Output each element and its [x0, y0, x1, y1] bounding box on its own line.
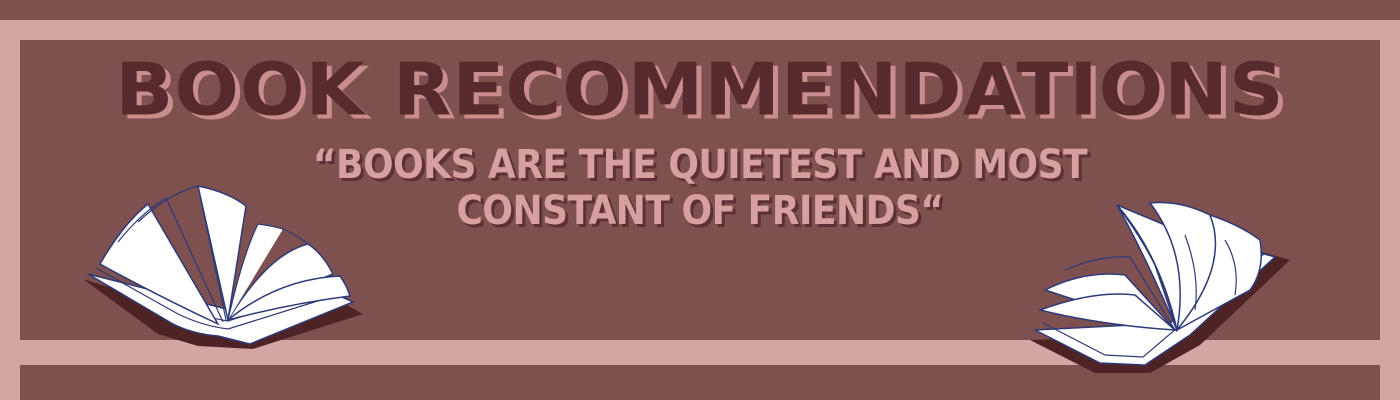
page-title: BOOK RECOMMENDATIONS [115, 47, 1285, 132]
top-strip [0, 0, 1400, 20]
quote-line-2: CONSTANT OF FRIENDS“ [456, 188, 944, 234]
quote-line-1: “BOOKS ARE THE QUIETEST AND MOST [312, 142, 1088, 188]
open-book-icon [78, 184, 368, 354]
open-book-icon [1025, 195, 1295, 375]
